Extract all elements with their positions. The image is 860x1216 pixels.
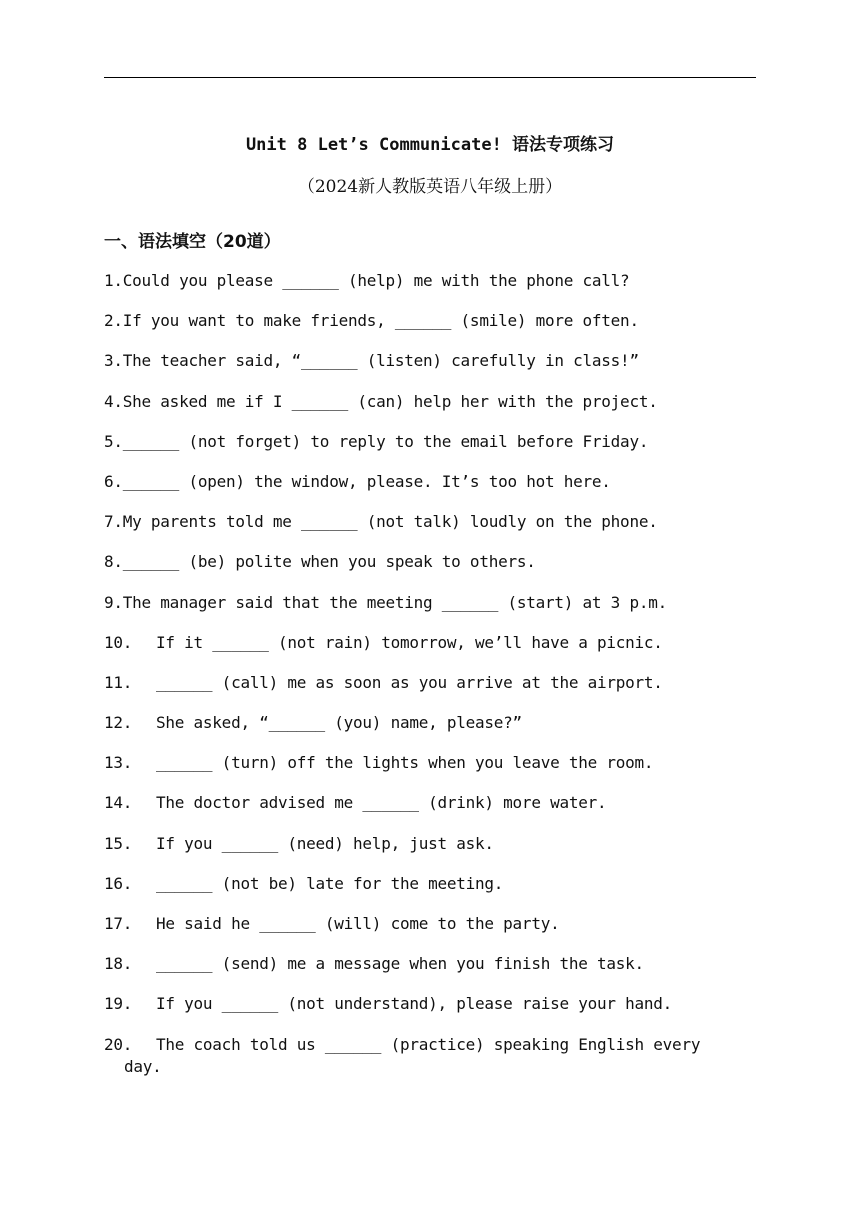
question-number: 20. [104,1034,133,1054]
question-item [104,712,756,734]
question-number: 17. [104,914,133,933]
question-text: If you ______ (need) help, just ask. [156,833,494,853]
question-text: ______ (call) me as soon as you arrive at the airport. [156,672,663,692]
question-item [104,431,756,453]
question-number: 12. [104,713,133,733]
question-item [104,471,756,493]
question-item [104,592,756,614]
question-number: 2. [104,311,123,331]
question-number: 14. [104,793,133,813]
question-number: 15. [104,833,133,853]
question-number: 9. [104,592,123,612]
question-text-continuation: day. [124,1056,162,1076]
question-number: 8. [104,552,123,572]
question-item [104,350,756,372]
question-text: ______ (not be) late for the meeting. [156,873,504,893]
question-item [104,833,756,855]
question-item [104,632,756,654]
question-number: 11. [104,672,133,692]
question-text: ______ (be) polite when you speak to others. [122,552,536,572]
question-item [104,913,756,935]
question-text: ______ (send) me a message when you finish the task. [156,954,644,974]
section-heading: 一、语法填空（20道） [104,232,281,252]
question-text: My parents told me ______ (not talk) loudly on the phone. [122,512,658,532]
question-number: 16. [104,873,133,893]
question-text: She asked me if I ______ (can) help her with the project. [122,391,658,411]
question-text: ______ (open) the window, please. It’s too hot here. [122,471,611,491]
header-rule [104,77,756,78]
question-text: Could you please ______ (help) me with the phone call? [122,271,630,290]
question-number: 1. [104,271,123,290]
question-item [104,270,756,292]
page-title: Unit 8 Let’s Communicate! 语法专项练习 [245,135,615,155]
question-text: She asked, “______ (you) name, please?” [156,713,522,733]
question-item [104,993,756,1015]
question-text: The manager said that the meeting ______ (start) at 3 p.m. [122,592,667,612]
question-item [104,953,756,975]
question-item [104,1034,756,1078]
question-item [104,511,756,533]
question-number: 19. [104,994,133,1014]
question-number: 5. [104,431,123,451]
question-text: ______ (not forget) to reply to the email before Friday. [122,431,649,451]
question-number: 7. [104,512,123,532]
question-item [104,752,756,774]
question-text: If you ______ (not understand), please raise your hand. [156,994,673,1014]
question-item [104,310,756,332]
question-text: The teacher said, “______ (listen) carefully in class!” [122,351,639,371]
question-number: 10. [104,632,133,652]
question-item [104,792,756,814]
question-number: 6. [104,471,123,491]
question-text: He said he ______ (will) come to the party. [156,914,560,933]
question-text: If it ______ (not rain) tomorrow, we’ll have a picnic. [156,632,663,652]
question-list [104,270,756,1096]
question-number: 18. [104,954,133,974]
question-text: If you want to make friends, ______ (smile) more often. [122,311,639,331]
question-text: ______ (turn) off the lights when you leave the room. [156,753,654,773]
question-item [104,391,756,413]
question-text: The doctor advised me ______ (drink) more water. [156,793,607,813]
question-number: 4. [104,391,123,411]
question-item [104,551,756,573]
question-number: 13. [104,753,133,773]
question-item [104,873,756,895]
question-item [104,672,756,694]
page-subtitle: （2024新人教版英语八年级上册） [297,177,563,197]
question-text: The coach told us ______ (practice) speaking English every [156,1034,701,1054]
question-number: 3. [104,351,123,371]
